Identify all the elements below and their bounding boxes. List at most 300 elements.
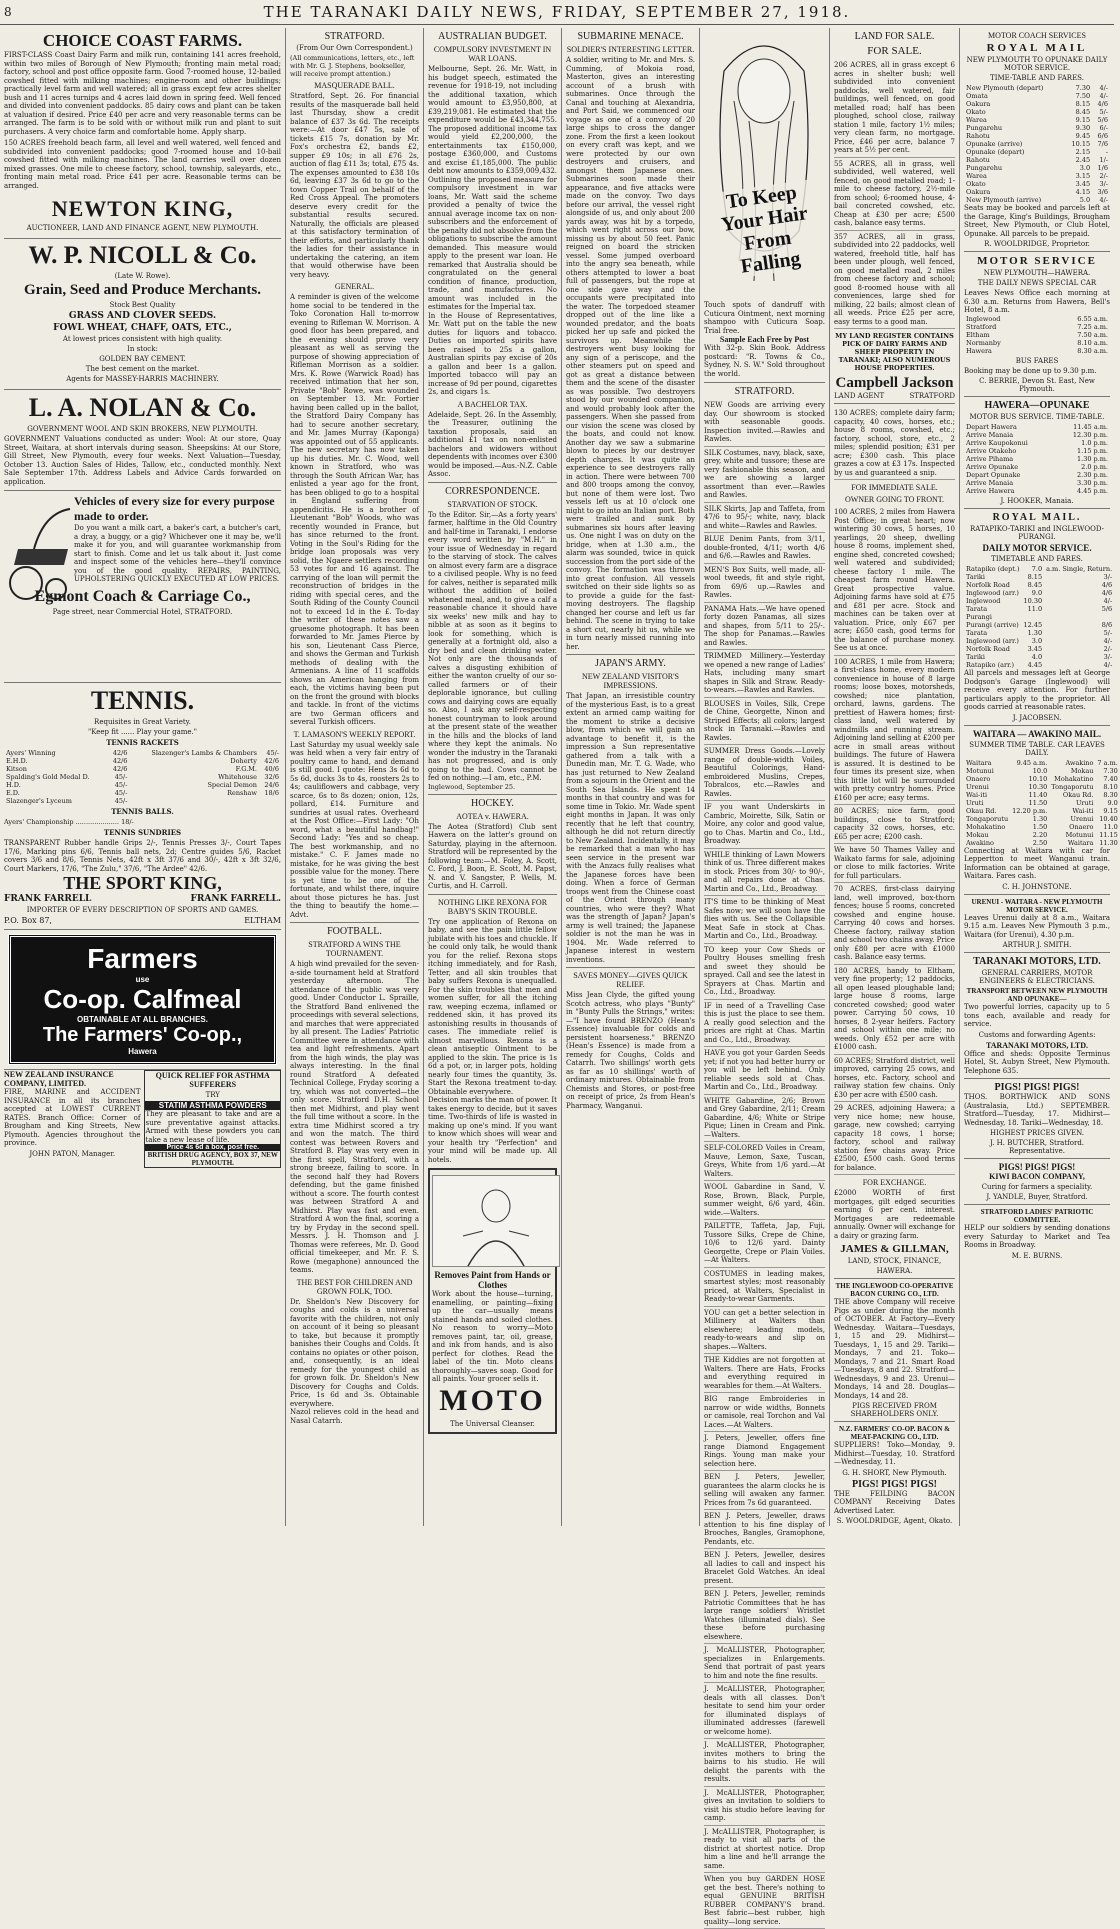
- table-row: [964, 431, 1110, 439]
- table-cell: 6/6: [1097, 132, 1108, 140]
- list-item: BEN J. Peters, Jeweller, draws attention to his fine display of Brooches, Bangles, Gramophone, Pendants, etc.: [704, 1510, 825, 1549]
- table-cell: Waitara: [1067, 838, 1094, 847]
- table-cell: Wai-iti: [966, 790, 988, 799]
- saves-money-heading: SAVES MONEY—GIVES QUICK RELIEF.: [573, 971, 688, 989]
- table-cell: 6.55 a.m.: [1077, 314, 1108, 323]
- nicoll-stock: Stock Best Quality: [109, 301, 176, 309]
- james-gillman-town: HAWERA.: [876, 1267, 913, 1275]
- table-cell: Opunake (arrive): [966, 140, 1023, 148]
- starvation-heading: STARVATION OF STOCK.: [447, 499, 538, 509]
- table-cell: 10.15: [1071, 140, 1091, 148]
- motor-service-heading: MOTOR SERVICE: [977, 255, 1097, 267]
- nz-ins-title: NEW ZEALAND INSURANCE COMPANY, LIMITED.: [4, 1070, 114, 1088]
- owner-front-heading: OWNER GOING TO FRONT.: [844, 495, 945, 504]
- table-cell: E.H.D.: [6, 757, 28, 765]
- tennis-sundry-text: TRANSPARENT Rubber handle Grips 2/-, Tennis Presses 3/-, Court Tapes 17/6, Marking pins 6/6, Tennis ball nets, 2d; Centre guides 5/6, Racket covers 3/6 and 8/6, Tennis Nets, 42ft x 3ft 37/6 and 30/-, 42ft x 3ft 32/6, Court Markers, 17/6, "The Zulu," 37/6, "The Ardee" 42/6.: [4, 839, 281, 873]
- farrell-box: P.O. Box 87,: [4, 916, 52, 925]
- egmont-name: Egmont Coach & Carriage Co.,: [34, 587, 251, 605]
- table-cell: 9.15: [1103, 806, 1118, 815]
- list-item: TO keep your Cow Sheds or Poultry Houses smelling fresh and sweet they should be sprayed. Call and see the latest in Sprayers at Chas. Martin and Co., Ltd., Broadway.: [704, 944, 825, 1000]
- table-cell: Inglewood: [966, 597, 1001, 605]
- feilding-sig: S. WOOLDRIDGE, Agent, Okato.: [836, 1517, 953, 1525]
- list-item: 70 ACRES, first-class dairying land, well improved, box-thorn fences; house 5 rooms, concreted cowshed and engine house. Carrying 40 cows and horses. Cheese factory, railway station and school two chains away. Price only £80 per acre with £1000 cash. Balance easy terms.: [834, 883, 955, 965]
- bachelor-heading: A BACHELOR TAX.: [457, 399, 528, 409]
- table-cell: [129, 797, 259, 805]
- nicoll-grass: GRASS AND CLOVER SEEDS.: [68, 311, 217, 321]
- pigs-heading-2: PIGS! PIGS! PIGS!: [994, 1082, 1080, 1093]
- column-4: [562, 28, 700, 1526]
- table-cell: 11.0: [1103, 822, 1118, 831]
- james-gillman-name: JAMES & GILLMAN,: [840, 1243, 949, 1255]
- table-row: [964, 140, 1110, 148]
- table-cell: Motunui: [1065, 830, 1094, 839]
- page-number: 8: [4, 5, 14, 19]
- ad-cuticura: [704, 28, 825, 383]
- table-cell: 5/6: [1101, 605, 1113, 613]
- table-cell: 3/-: [1103, 653, 1113, 661]
- table-cell: Norfolk Road: [966, 645, 1010, 653]
- budget-text-2: In the House of Representatives, Mr. Watt put on the table the new duties for liquors and tobacco. Duties on imported spirits have been raised to 25s a gallon, Australian spirits pay excise of 20s a gallon and beer 1s a gallon. Imported tobacco will pay an increase of 9d per pound, cigarettes 2s, and cigars 1s.: [428, 311, 557, 396]
- tennis-champ: Ayers' Championship ..................... 18/-: [4, 818, 134, 826]
- table-cell: Norfolk Road: [966, 581, 1010, 589]
- land-for-sale-heading: LAND FOR SALE.: [854, 31, 935, 42]
- table-cell: Depart Hawera: [966, 423, 1017, 431]
- nicoll-instock: In stock:: [127, 345, 158, 353]
- list-item: PANAMA Hats.—We have opened forty dozen Panamas, all sizes and shapes, from 5/11 to 25/-. The shop for Panamas.—Rawles and Rawles.: [704, 603, 825, 651]
- rm-sub: RATAPIKO-TARIKI and INGLEWOOD-PURANGI.: [970, 525, 1104, 541]
- bacon-heading: THE INGLEWOOD CO-OPERATIVE BACON CURING CO., LTD.: [835, 1282, 954, 1298]
- table-row: [964, 439, 1110, 447]
- table-row: [964, 172, 1110, 180]
- asthma-drug: BRITISH DRUG AGENCY, BOX 37, NEW PLYMOUTH.: [147, 1151, 278, 1167]
- hop-table: [964, 423, 1110, 495]
- nicoll-agents: Agents for MASSEY-HARRIS MACHINERY.: [66, 375, 219, 383]
- royal-note: Seats may be booked and parcels left at the Garage, King's Buildings, Brougham Street, New Plymouth, or Club Hotel, Opunake. All parcels to be prepaid.: [964, 204, 1110, 238]
- table-cell: Special Demon: [207, 781, 257, 789]
- table-cell: Okato: [966, 180, 986, 188]
- newspaper-title: THE TARANAKI DAILY NEWS, FRIDAY, SEPTEMBER 27, 1918.: [263, 3, 851, 21]
- table-cell: Okau Rd.: [1062, 790, 1094, 799]
- motor-table: [964, 315, 1110, 355]
- list-item: WHITE Gabardine, 2/6; Brown and Grey Gabardine, 2/11; Cream Gabardine, 4/6; White or Stripe Pique; Linen in Cream and Pink.—Walters.: [704, 1095, 825, 1143]
- list-item: IT'S time to be thinking of Meat Safes now; we will soon have the flies with us. See the Collapsible Meat Safe in stock at Chas. Martin and Co., Ltd., Broadway.: [704, 896, 825, 944]
- table-cell: Warea: [966, 172, 987, 180]
- tm3-text: Customs and forwarding Agents:: [978, 1030, 1096, 1039]
- ad-choice-coast-farms: [4, 28, 281, 239]
- table-cell: 12.30 p.m.: [1072, 431, 1108, 439]
- table-row: [964, 597, 1114, 605]
- asthma-price: Price 4s 6d a box, post free.: [145, 1144, 280, 1151]
- nicoll-fowl: FOWL WHEAT, CHAFF, OATS, ETC.,: [53, 323, 232, 333]
- soldier-letter-text: A soldier, writing to Mr. and Mrs. S. Cumming, of Mokoia road, Masterton, gives an interesting account of a brush with submarines. Once through the Canal and touching at Alexandria, and Port Said, we commenced our voyage as one of a convoy of 20 large ships to cross the danger zone. From the first a keen lookout on every craft was kept, and we were protected by our own destroyers and cruisers, and amongst them Japanese ones. Submarines soon made their appearance, and five attacks were made on the convoy. Two days before our arrival, the vessel right alongside of us, and only about 200 yards away, was hit by a torpedo, which went right across our bow, missing us by about 50 feet. Panic reigned on board the stricken vessel. Some jumped overboard into the angry sea beneath, while others attempted to lower a boat full of passengers, but the rope at one side gave way and the occupants were precipitated into the water. The torpedoed steamer dropped out of the line like a wounded predator, and the boats picked her up safe and picked the survivors up. Meanwhile the destroyers went busy looking for any sign of a periscope, and the other steamers put on speed and got as great a distance between them and the scene of the disaster as was possible. Two destroyers stood by our wounded companion, and would probably look after the passengers. When she passed from our vision the scene was closed by the boats, and could not know. Another day we saw a submarine blown to pieces by our destroyer depth charges. It was quite an experience to see destroyers rally in action. There were between 700 and 800 troops among the convoy, but none of them were lost. Two vessels left us at 10 o'clock one night to go into an Italian port. Both were trailed and sunk by submarines six hours after leaving us. One night I was on duty on the bridge, when at 1.30 a.m., the alarm was sounded, twice in quick succession from the port side of the convoy. The formation was thrown into great confusion. All vessels switched on their side lights so as to provide a guide for the fast-moving destroyers. The flagship changed her course and left us far behind. The scene in trying to take a short cut, nearly hit us, while we in turn nearly missed running into her.: [566, 56, 695, 651]
- table-cell: 1/-: [1099, 156, 1108, 164]
- ladies-text: HELP our soldiers by sending donations every Saturday to Market and Tea Rooms in Broadway.: [964, 1224, 1110, 1249]
- table-row: [964, 479, 1110, 487]
- rm-daily: DAILY MOTOR SERVICE.: [982, 543, 1092, 553]
- table-cell: 4/-: [1099, 196, 1108, 204]
- table-row: [964, 645, 1114, 653]
- table-cell: a.m. Single, Return.: [1046, 565, 1113, 573]
- table-cell: 1.30: [1032, 814, 1048, 823]
- table-cell: Arrive Pihama: [966, 455, 1014, 463]
- table-row: [964, 196, 1110, 204]
- campbell-jackson-name: Campbell Jackson: [835, 375, 954, 391]
- motor-fares: BUS FARES: [1015, 356, 1059, 365]
- table-cell: 3.45: [1027, 645, 1043, 653]
- nicoll-late: (Late W. Rowe).: [114, 272, 171, 280]
- exchange-heading: FOR EXCHANGE.: [862, 1178, 927, 1187]
- carriage-illustration: [4, 505, 74, 605]
- table-cell: Spalding's Gold Medal D.: [6, 773, 90, 781]
- table-cell: 45/-: [114, 797, 128, 805]
- submarine-heading: SUBMARINE MENACE.: [577, 31, 684, 42]
- table-cell: 24/6: [264, 781, 279, 789]
- hair-title: To Keep Your Hair From Falling: [704, 179, 827, 282]
- table-cell: Tongaporutu: [966, 814, 1009, 823]
- table-cell: 5/-: [1099, 108, 1108, 116]
- table-cell: Mohakatino: [966, 822, 1006, 831]
- table-cell: Arrive Hawera: [966, 487, 1015, 495]
- table-cell: 8.15: [1027, 573, 1043, 581]
- moto-text: Work about the house—turning, enamelling, or painting—fixing up the car—usually means stained hands and soiled clothes. No reason to worry—Moto removes paint, tar, oil, grease, and ink from hands, and is also perfect for clothes. Read the label of the tin. Moto cleans thoroughly—saves soap. Good for all paints. Your grocer sells it.: [432, 1290, 553, 1383]
- table-cell: 6/-: [1099, 124, 1108, 132]
- list-item: SUMMER Dress Goods.—Lovely range of double-width Voiles, Beautiful Colorings, Hand-embroidered Muslins, Crepes, Tobralcos, etc.—Rawles and Rawles.: [704, 745, 825, 801]
- tm2-text: Two powerful lorries, capacity up to 5 tons each, available and ready for service.: [964, 1003, 1110, 1028]
- japan-text: That Japan, an irresistible country of the mysterious East, is to a great extent an armed camp waiting for the moment to strike a decisive blow, from which we will gain an advantage to benefit it, is the impression a Sun representative gathered from a talk with a Dunedin man, Mr. T. G. Wade, who has just returned to New Zealand from a sojourn in the Orient and the South Sea Islands. He spent 14 months in that country and was for some time in Tokio. Mr. Wade spent eight months in Japan. It was only recently that he left that country, although he did not return directly to New Zealand. Incidentally, it may be remarked that a man who has seen service in the present war with the Anzacs fully realises what the Japanese forces have been doing. When a force of German troops went from the Chinese coast of the Orient through many countries, who were they? What was the strength of Japan? Japan's army is well trained; the Japanese soldier is not the man he was in 1904. Mr. Wade referred to Japanese interest in western inventions.: [566, 692, 695, 964]
- table-cell: Waitara: [966, 758, 992, 767]
- table-row: [964, 447, 1110, 455]
- table-cell: 12.45: [1023, 621, 1043, 629]
- japan-heading: JAPAN'S ARMY.: [595, 658, 666, 669]
- table-row: [964, 423, 1110, 431]
- tennis-balls: TENNIS BALLS.: [111, 807, 174, 816]
- table-cell: 32/6: [264, 773, 279, 781]
- table-cell: Ratapiko (dept.): [966, 565, 1020, 573]
- soldier-letter-heading: SOLDIER'S INTERESTING LETTER.: [566, 45, 695, 54]
- table-cell: 8/6: [1101, 621, 1113, 629]
- table-cell: Opunake (depart): [966, 148, 1025, 156]
- rm-tt: TIMETABLE AND FARES.: [991, 555, 1083, 563]
- aotea-heading: AOTEA v. HAWERA.: [456, 811, 529, 821]
- table-cell: 42/6: [112, 765, 128, 773]
- tennis-title: TENNIS.: [90, 686, 195, 715]
- asthma-try: TRY: [205, 1091, 220, 1099]
- table-row: [964, 180, 1110, 188]
- table-row: [964, 339, 1110, 347]
- table-cell: 3/-: [1099, 180, 1108, 188]
- table-cell: 2.50: [1032, 838, 1048, 847]
- football-heading: FOOTBALL.: [327, 926, 382, 937]
- farrell-town: ELTHAM: [244, 916, 281, 925]
- stratford-note: (All communications, letters, etc., left with Mr. G. J. Stephens, bookseller, will receive prompt attention.): [290, 54, 415, 78]
- column-5: [700, 28, 830, 1926]
- cuticura-illustration: [704, 31, 825, 301]
- table-row: [964, 823, 1120, 831]
- table-cell: New Plymouth (arrive): [966, 196, 1042, 204]
- list-item: J. McALLISTER, Photographer, gives an invitation to soldiers to visit his studio before leaving for camp.: [704, 1787, 825, 1826]
- table-cell: 7.50: [1075, 92, 1091, 100]
- table-row: [964, 621, 1114, 629]
- table-cell: 9.0: [1107, 798, 1118, 807]
- list-item: IF in need of a Travelling Case this is just the place to see them. A really good selection and the prices are right at Chas. Martin and Co., Ltd., Broadway.: [704, 1000, 825, 1048]
- tm3-name: TARANAKI MOTORS, LTD.: [985, 1040, 1089, 1050]
- hair-sample: Sample Each Free by Post: [719, 335, 810, 344]
- table-row: [964, 589, 1114, 597]
- table-cell: Arrive Manaia: [966, 431, 1014, 439]
- motor-text: Leaves News Office each morning at 6.30 a.m. Returns from Hawera, Bell's Hotel, 8 a.m.: [964, 289, 1110, 314]
- table-cell: 10.30: [1023, 597, 1043, 605]
- list-item: We have 50 Thames Valley and Waikato farms for sale, adjoining or close to milk factories. Write for full particulars.: [834, 844, 955, 883]
- table-row: [4, 773, 281, 781]
- table-cell: 11.45 a.m.: [1073, 423, 1108, 431]
- ladies-sig: M. E. BURNS.: [1011, 1251, 1063, 1260]
- list-item: 100 ACRES, 1 mile from Hawera; a first-class home, every modern convenience in house of 8 large rooms; loose boxes, motorsheds, cowshed; nice plantation, orchard, lawns, gardens. The prettiest of Hawera homes; first-class land, well watered by windmills and running stream. Adjoining land selling at £200 per acre in small areas without buildings. The future of Hawera is assured. It is destined to be four times its present size, when this little lot will be surrounded with pretty country homes. Price £160 per acre; easy terms.: [834, 656, 955, 806]
- cj-stratford: STRATFORD: [909, 392, 955, 400]
- column-2: [286, 28, 424, 1526]
- table-cell: 9.30: [1075, 124, 1091, 132]
- table-cell: 10.40: [1099, 814, 1118, 823]
- hockey-text: The Aotea (Stratford) Club sent Hawera on the latter's ground on Saturday, playing in the afternoon. Stratford will be represented by the following team:—M. Foley, A. Scott, C. Ford, J. Boon, E. Scott, M. Papst, N. and V. Sangster, P. Wells, M. Curtis, and H. Carroll.: [428, 822, 557, 890]
- table-cell: 7.30: [1103, 766, 1118, 775]
- table-cell: Okato: [966, 108, 986, 116]
- table-cell: 3.30 p.m.: [1077, 479, 1108, 487]
- table-cell: Tariki: [966, 653, 985, 661]
- table-row: [964, 783, 1120, 791]
- table-cell: 7/6: [1097, 140, 1108, 148]
- table-cell: 5.0: [1079, 196, 1091, 204]
- table-cell: Slazenger's Lyceum: [6, 797, 72, 805]
- feilding-text: THE FEILDING BACON COMPANY Receiving Dates Advertised Later.: [834, 1489, 955, 1515]
- newton-king-name: NEWTON KING,: [51, 196, 234, 221]
- list-item: BLUE Denim Pants, from 3/11, double-fronted, 4/11; worth 4/6 and 6/6.—Rawles and Rawles.: [704, 533, 825, 564]
- table-cell: 40/6: [264, 765, 279, 773]
- stratford-heading: STRATFORD.: [324, 31, 385, 42]
- wa-sub: SUMMER TIME TABLE. CAR LEAVES DAILY.: [969, 740, 1105, 757]
- table-row: [964, 565, 1114, 573]
- table-cell: Uruti: [966, 798, 984, 807]
- tennis-rackets: TENNIS RACKETS: [106, 738, 179, 747]
- hop-sub: MOTOR BUS SERVICE. TIME-TABLE.: [969, 413, 1105, 421]
- list-item: 130 ACRES; complete dairy farm; capacity, 40 cows, horses, etc.; house 8 rooms, cowshed, etc.; factory, school, store, etc., 2 miles; splendid position; £31 per acre; £300 cash. This place grazes a cow at £3 17s. Inspected by us and guaranteed a snip.: [834, 407, 955, 480]
- table-cell: Tarata: [966, 605, 988, 613]
- table-cell: 3.15: [1075, 172, 1091, 180]
- general-text: A reminder is given of the welcome home social to be tendered in the Toko Coronation Hall to-morrow evening to Rifleman W. Morrison. A good floor has been prepared, and the evening should prove very pleasant as well as serving the purpose of showing appreciation of Rifleman Morrison as a soldier. Mrs. K. Rowe (Warwick Road) has received intimation that her son, Private "Bob" Rowe, was wounded on September 13. Mr. Fortier having been called up in the ballot, the Stratford Dairy Company has had to secure another secretary, and Mr. James Murray (Kaponga) was appointed out of 55 applicants. The new secretary has now taken up his duties. Mr. C. Wood, well known in Stratford, who was through the South African War, has enlisted a year ago for the front, has been obliged to go to a hospital in England suffering from appendicitis. He is a brother of Lieutenant "Bob" Woods, who was recently wounded in France, but has since returned to the front. Voting in the Soul's Riding for the bridge loan proposals was very solid, the Ngaere settlers recording 53 votes for and 16 against. The carrying of the loan will permit the reconstruction of bridges in the riding with special ceres, and the South Riding of the County Council not to exceed 1d in the £. To-day the writer of these notes saw a gruesome photograph. It has been forwarded to Mr. James Pierce by his son, Lieutenant Cass Pierce, and shows the German and Turkish methods of dealing with the Armenians. A line of 11 scaffolds shows an American hanging from each, the victims having been put on the front the ground with blocks and tackle. In front of the victims are two German officers and several Turkish officers.: [290, 293, 419, 726]
- pigs-heading-3: PIGS! PIGS! PIGS!: [998, 1162, 1076, 1172]
- table-row: [964, 92, 1110, 100]
- table-cell: Tariki: [966, 573, 985, 581]
- table-cell: 1.15 p.m.: [1077, 447, 1108, 455]
- nzf-heading: N.Z. FARMERS' CO-OP. BACON & MEAT-PACKING CO., LTD.: [838, 1425, 951, 1441]
- table-cell: 3.45: [1075, 180, 1091, 188]
- ladies-heading: STRATFORD LADIES' PATRIOTIC COMMITTEE.: [980, 1208, 1094, 1224]
- royal-sig: R. WOOLDRIDGE, Proprietor.: [984, 240, 1090, 248]
- table-cell: 9.45: [1075, 132, 1091, 140]
- table-cell: 2/-: [1103, 645, 1113, 653]
- table-cell: Onaero: [966, 774, 991, 783]
- moto-sub: The Universal Cleanser.: [450, 1419, 535, 1428]
- table-cell: 5/6: [1097, 116, 1108, 124]
- column-6: [830, 28, 960, 1526]
- table-row: [964, 791, 1120, 799]
- farmers-use: use: [135, 975, 150, 984]
- farm-listings-2: [834, 407, 955, 480]
- decision-text: Decision marks the man of power. It takes energy to decide, but it saves time. Two-thirds of life is wasted in making up one's mind. If you want to know which shoes will wear and your health try "Perfection" and your mind will be made up. All hotels.: [428, 1096, 557, 1164]
- list-item: 206 ACRES, all in grass except 6 acres in shelter bush; well subdivided into convenient paddocks, well watered, fair buildings, well fenced, on good metalled road; half has been ploughed, school close, railway station 1 mile, factory 1½ miles; very clean farm, no mortgage. Price, £46 per acre, balance 7 years at 5½ per cent.: [834, 59, 955, 158]
- motor-sub-2: THE DAILY NEWS SPECIAL CAR: [977, 279, 1097, 287]
- farmers-line-1: Farmers: [87, 943, 198, 974]
- motor-sig: C. BERRIE, Devon St. East, New Plymouth.: [979, 377, 1095, 393]
- table-cell: [1044, 613, 1114, 621]
- table-row: [4, 797, 281, 805]
- asthma-name: STATIM ASTHMA POWDERS: [145, 1101, 280, 1110]
- hair-text: Touch spots of dandruff with Cuticura Ointment, next morning shampoo with Cuticura Soap. Trial free.: [704, 301, 825, 335]
- table-row: [964, 132, 1110, 140]
- rm-sig: J. JACOBSEN.: [1012, 713, 1062, 722]
- list-item: 60 ACRES; Stratford district, well improved, carrying 25 cows, and horses, etc. Factory, school and railway station few chains. Only £30 per acre with £500 cash.: [834, 1055, 955, 1103]
- table-cell: 18/6: [264, 789, 279, 797]
- table-cell: Warea: [966, 116, 987, 124]
- list-item: 55 ACRES, all in grass, well subdivided, well watered, well fenced, on good metalled road; 1-mile to cheese factory, 2½-mile from school; 6-roomed house, 4-bail concreted cowshed, etc. Cheap at £30 per acre; £500 cash, balance easy terms.: [834, 158, 955, 231]
- table-cell: Arrive Manaia: [966, 479, 1014, 487]
- wa-note: Connecting at Waitara with car for Leppertton to meet Wanganui train. Information can be obtained at garage, Waitara. Fares cash.: [964, 846, 1110, 880]
- table-cell: 42/6: [264, 757, 279, 765]
- list-item: SILK Skirts, Jap and Taffeta, from 47/6 to 95/-; white, navy, black and white—Rawles and Rawles.: [704, 503, 825, 534]
- table-cell: 8.30: [1103, 790, 1118, 799]
- nicoll-best: The best cement on the market.: [85, 365, 200, 373]
- table-cell: Normanby: [966, 338, 1001, 347]
- table-row: [964, 323, 1110, 331]
- tennis-sub: Requisites in Great Variety.: [94, 718, 191, 726]
- list-item: BEN J. Peters, Jeweller, guarantees the alarm clocks he is selling will awaken any farmer. Prices from 7s 6d guaranteed.: [704, 1471, 825, 1510]
- table-cell: 4/-: [1103, 637, 1113, 645]
- ad-la-nolan: [4, 390, 281, 491]
- table-cell: Onaero: [1069, 822, 1094, 831]
- nazol-text: Nazol relieves cold in the head and Nasal Catarrh.: [290, 1408, 419, 1425]
- table-cell: Motunui: [966, 766, 994, 775]
- column-1: [0, 28, 286, 1526]
- list-item: WHILE thinking of Lawn Mowers think of us. Three different makes in stock. Prices from 30/- to 90/-, and all repairs done at Chas. Martin and Co., Ltd., Broadway.: [704, 849, 825, 897]
- table-cell: Rahotu: [966, 156, 990, 164]
- table-row: [964, 775, 1120, 783]
- table-cell: Omata: [966, 92, 988, 100]
- table-row: [964, 463, 1110, 471]
- kiwi-heading: KIWI BACON COMPANY,: [989, 1172, 1085, 1181]
- ad-egmont-coach: [4, 491, 281, 683]
- table-cell: 9.45 a.m.: [1016, 758, 1048, 767]
- royal-mail-heading: ROYAL MAIL: [986, 42, 1088, 54]
- farrell-left: FRANK FARRELL: [4, 894, 92, 904]
- table-row: [964, 799, 1120, 807]
- table-cell: Purangi: [966, 613, 992, 621]
- rexona-text: Try one application of Rexona on baby, and see the pain little fellow jubilate with his toes and chuckle. If he could only talk, he would thank you for the relief. Rexona stops itching immediately, and for Rash, Tetter, and all skin troubles that baby suffers Rexona is unequalled. For the skin troubles that men and women suffer, for all the itching raw, weeping eczema, inflamed or reddened skin, it has proved its astonishing results in thousands of cases. The immediate relief is almost marvellous. Rexona is a clean antiseptic Ointment to be applied to the skin. The price is 1s 6d a pot, or, in larger pots, holding nearly four times the quantity, 3s. Start the Rexona treatment to-day. Obtainable everywhere.: [428, 917, 557, 1096]
- table-row: [964, 839, 1120, 847]
- pigs-heading-1: PIGS! PIGS! PIGS!: [851, 1478, 937, 1490]
- list-item: TRIMMED Millinery.—Yesterday we opened a new range of Ladies' Hats, including many smart shapes in Silk and Straw. Ready-to-wears.—Rawles and Rawles.: [704, 650, 825, 698]
- borthwick-sig: J. H. BUTCHER, Stratford. Representative.: [989, 1139, 1085, 1155]
- urenui-text: Leaves Urenui daily at 8 a.m., Waitara 9.15 a.m. Leaves New Plymouth 3 p.m., Waitara (for Urenui), 4.30 p.m.: [964, 913, 1110, 939]
- table-cell: 11.0: [1027, 605, 1043, 613]
- table-cell: Rahotu: [966, 132, 990, 140]
- hop-heading: HAWERA—OPUNAKE: [984, 400, 1090, 411]
- table-row: [964, 108, 1110, 116]
- tennis-keep: "Keep fit ...... Play your game.": [88, 728, 197, 736]
- saves-money-text: Miss Jean Clyde, the gifted young Scotch actress, who plays "Bunty" in "Bunty Pulls the Strings," writes:—"I have found BRENZO (Hean's Essence) invaluable for colds and persistent hoarseness." BRENZO (Hean's Essence) is made from a remedy for Coughs, Colds and Catarrh. Two shillings' worth gets as far as 10 shillings' worth of ordinary mixtures. Obtainable from Chemists and Stores, or post-free on receipt of price, 2s from Hean's Pharmacy, Wanganui.: [566, 991, 695, 1110]
- table-row: [964, 156, 1110, 164]
- table-row: [4, 765, 281, 773]
- list-item: BEN J. Peters, Jeweller, desires all ladies to call and inspect his Bracelet Gold Watches. An ideal present.: [704, 1549, 825, 1588]
- budget-heading: AUSTRALIAN BUDGET.: [438, 31, 547, 42]
- nolan-sub: GOVERNMENT WOOL AND SKIN BROKERS, NEW PLYMOUTH.: [27, 425, 258, 433]
- royal-mail-table: [964, 84, 1110, 204]
- moto-title: Removes Paint from Hands or Clothes: [434, 1270, 551, 1290]
- list-item: BLOUSES in Voiles, Silk, Crepe de Chine, Georgette, Ninon and Striped Effects; all colors; largest stock in Taranaki.—Rawles and Rawles.: [704, 698, 825, 746]
- table-cell: 8.30 a.m.: [1077, 346, 1108, 355]
- table-cell: Oakura: [966, 100, 991, 108]
- table-cell: 4.0: [1031, 653, 1043, 661]
- list-item: J. McALLISTER, Photographer, specializes in Enlargements. Send that portrait of past years to him and note the fine results.: [704, 1644, 825, 1683]
- table-cell: 5/-: [1103, 629, 1113, 637]
- farms-title: CHOICE COAST FARMS.: [42, 31, 243, 50]
- table-cell: 1.0 p.m.: [1081, 439, 1108, 447]
- stratford-from: (From Our Own Correspondent.): [296, 44, 413, 52]
- list-item: J. McALLISTER, Photographer, invites mothers to bring the bairns to his studio. He will delight the parents with the results.: [704, 1739, 825, 1787]
- ad-tennis: [4, 683, 281, 930]
- vehicles-title: Vehicles of every size for every purpose made to order.: [74, 494, 275, 523]
- table-cell: 2/-: [1099, 172, 1108, 180]
- table-cell: 10.10: [1028, 774, 1048, 783]
- nicoll-title: Grain, Seed and Produce Merchants.: [24, 282, 261, 298]
- table-row: [964, 84, 1110, 92]
- list-item: J. McALLISTER, Photographer, deals with all classes. Don't hesitate to send him your order for illuminated displays of illuminated addresses (farewell or welcome home).: [704, 1683, 825, 1739]
- farmers-line-3: The Farmers' Co-op.,: [42, 1024, 243, 1046]
- table-row: [964, 767, 1120, 775]
- table-row: [964, 315, 1110, 323]
- table-cell: 4/6: [1101, 581, 1113, 589]
- table-row: [964, 605, 1114, 613]
- table-cell: 12.20 p.m.: [1012, 806, 1048, 815]
- column-3: [424, 28, 562, 1526]
- egmont-addr: Page street, near Commercial Hotel, STRATFORD.: [52, 607, 233, 616]
- exchange-text: £2000 WORTH of first mortgages, gilt edged securities earning 6 per cent. interest. Mortgages are redeemable annually. Owner will exchange for a dairy or grazing farm.: [834, 1189, 955, 1240]
- list-item: 357 ACRES, all in grass, subdivided into 22 paddocks, well watered, freehold title, half has been under plough, well fenced, on good metalled road, 2 miles from cheese factory and school; good 8-roomed house with all conveniences, large shed for milking, 22 bails; almost clean of all weeds. Price £25 per acre, easy terms to a good man.: [834, 231, 955, 330]
- table-cell: 2.20: [1032, 830, 1048, 839]
- table-cell: E.D.: [6, 789, 20, 797]
- farrell-right: FRANK FARRELL.: [190, 894, 281, 904]
- for-sale-heading: FOR SALE.: [867, 45, 922, 57]
- table-cell: 11.30: [1099, 838, 1118, 847]
- lamason-text: Last Saturday my usual weekly sale was held when a very fair entry of poultry came to hand, and demand is still good. I quote: Hens 3s 6d to 5s 6d, ducks 3s to 4s, roosters 2s to 4s; cauliflowers and cabbage, very scarce, 6s to 8s dozen; onion, 12s, pollard, £14. Furniture and sundries at usual rates. Overheard at the Post Office:—First Lady: "Oh word, what a beautiful handbag!" Second Lady: "Yes and so cheap. The best workmanship, and no mistake." C. F. James made no mistake, for he was giving the best possible value for the money. There is yet time to be one of the fortunate, and whilst there, inquire about those pictures he has. Just the thing to beautify the home.—Advt.: [290, 740, 419, 919]
- vehicles-text: Do you want a milk cart, a baker's cart, a butcher's cart, a dray, a buggy, or a gig? Whichever one it may be, we'll make it for you, and will guarantee workmanship from start to finish. Come and let us talk about it. Just come and inspect some of the vehicles here—they'll convince you of the good quality. REPAIRS, PAINTING, UPHOLSTERING QUICKLY EXECUTED AT LOW PRICES.: [74, 524, 281, 583]
- hockey-heading: HOCKEY.: [471, 797, 514, 809]
- table-cell: Slazenger's Lambs & Chambers: [151, 749, 257, 757]
- bachelor-text: Adelaide, Sept. 26. In the Assembly, the Treasurer, outlining the taxation proposals, said an additional £1 tax on non-enlisted bachelors and widowers without dependents with incomes over £300 would be imposed.—Aus.-N.Z. Cable Assoc.: [428, 410, 557, 478]
- table-row: [4, 757, 281, 765]
- table-cell: Urenui: [966, 782, 989, 791]
- motor-coach-heading: MOTOR COACH SERVICES: [988, 31, 1086, 40]
- nolan-name: L. A. NOLAN & Co.: [28, 393, 257, 422]
- urenui-heading: URENUI - WAITARA - NEW PLYMOUTH MOTOR SERVICE.: [971, 897, 1103, 914]
- table-row: [964, 629, 1114, 637]
- list-item: NEW Goods are arriving every day. Our showroom is stocked with seasonable goods. Inspection invited.—Rawles and Rawles.: [704, 399, 825, 447]
- table-row: [964, 455, 1110, 463]
- rexona-heading: NOTHING LIKE REXONA FOR BABY'S SKIN TROUBLE.: [437, 897, 548, 916]
- farrell-importer: IMPORTER OF EVERY DESCRIPTION OF SPORTS AND GAMES.: [26, 906, 259, 914]
- table-cell: [1021, 613, 1044, 621]
- newton-king-sub: AUCTIONEER, LAND AND FINANCE AGENT, NEW PLYMOUTH.: [26, 224, 259, 232]
- table-cell: 7 a.m.: [1097, 758, 1118, 767]
- motor-sub: NEW PLYMOUTH—HAWERA.: [983, 269, 1091, 277]
- table-cell: 8.10 a.m.: [1077, 338, 1108, 347]
